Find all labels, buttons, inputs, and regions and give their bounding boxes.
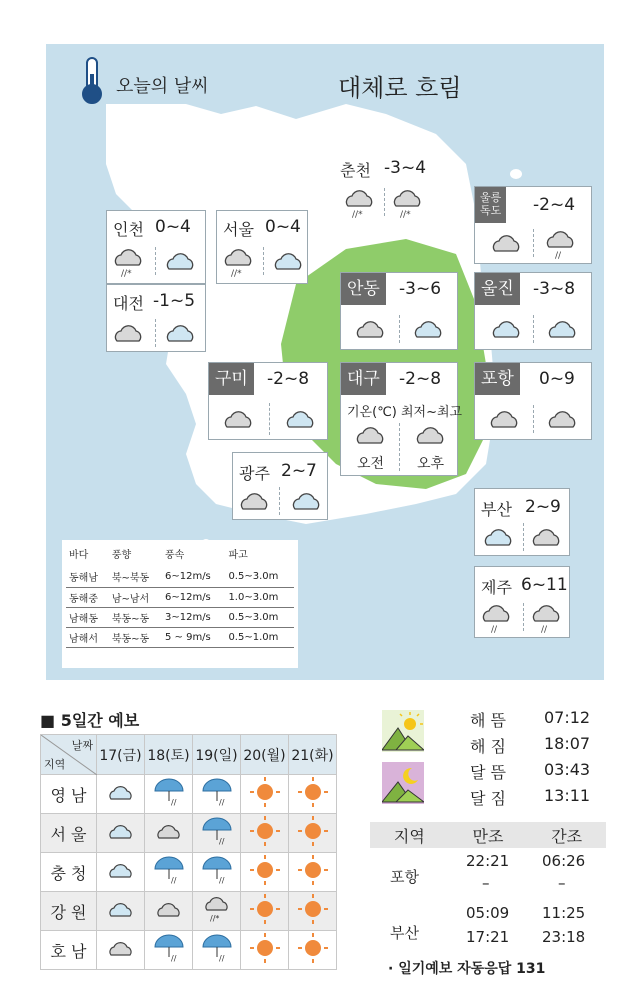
five-day-header-row [41, 735, 337, 775]
sea-cell: 1.0~3.0m [225, 587, 294, 607]
city-tag: 구미 [209, 363, 254, 395]
city-card-gwangju [232, 452, 328, 520]
svg-text://*: //* [352, 210, 363, 218]
am-label: 오전 [357, 456, 385, 472]
sea-header: 바다 [69, 550, 89, 561]
rain-icon [529, 603, 563, 635]
cloud-icon [529, 525, 563, 549]
sea-header: 파고 [228, 550, 248, 561]
cloud-icon [487, 407, 521, 431]
city-name: 인천 [113, 220, 144, 239]
moon-time: 03:43 [544, 760, 591, 779]
region-name: 호 남 [41, 931, 97, 970]
city-card-incheon [106, 210, 206, 284]
city-card-uljin [474, 272, 592, 350]
table-row [66, 567, 294, 587]
thermometer-icon [78, 56, 106, 110]
tide-low: – [558, 874, 566, 892]
partly-cloudy-icon [269, 249, 305, 273]
rain-snow-icon [221, 247, 255, 279]
sun-icon [297, 893, 329, 925]
partly-cloudy-icon [105, 898, 137, 920]
sun-label: 해 짐 [470, 737, 506, 756]
moon-label: 달 짐 [470, 789, 506, 808]
sea-cell: 0.5~3.0m [225, 607, 294, 627]
city-temp: -3~6 [399, 279, 442, 299]
city-temp: 0~4 [265, 217, 301, 237]
sea-header: 풍속 [164, 550, 185, 561]
pm-label: 오후 [417, 456, 445, 472]
rain-icon [201, 933, 233, 963]
sea-cell: 3~12m/s [162, 607, 225, 627]
city-name: 제주 [481, 578, 512, 597]
partly-cloudy-icon [287, 489, 323, 513]
moon-label: 달 뜸 [470, 763, 506, 782]
weather-map [46, 44, 604, 680]
tide-high: – [482, 874, 490, 892]
sea-cell: 북~북동 [109, 567, 162, 587]
city-name: 부산 [481, 500, 512, 519]
city-card-daegu [340, 362, 463, 476]
tide-high: 17:21 [466, 928, 510, 946]
city-temp: 6~11 [521, 575, 568, 595]
day-header: 19(일) [193, 735, 241, 775]
city-tag: 포항 [475, 363, 520, 395]
sun-icon [297, 815, 329, 847]
header-title: 대체로 흐림 [338, 74, 462, 102]
partly-cloudy-icon [105, 820, 137, 842]
cloud-icon [153, 820, 185, 842]
cloud-icon [353, 317, 387, 341]
tide-low: 06:26 [542, 852, 586, 870]
city-temp: 0~4 [155, 217, 191, 237]
sea-cell: 북동~동 [109, 607, 162, 627]
region-name: 서 울 [41, 814, 97, 853]
rain-icon [201, 777, 233, 807]
table-row [41, 931, 337, 970]
city-card-busan [474, 488, 570, 556]
sea-cell: 남해동 [66, 607, 109, 627]
sun-icon [249, 815, 281, 847]
svg-text://*: //* [121, 269, 132, 279]
city-name: 서울 [223, 220, 254, 239]
sea-cell: 6~12m/s [162, 567, 225, 587]
rain-icon [479, 603, 513, 635]
city-name: 대전 [113, 294, 144, 313]
city-temp: -3~4 [384, 158, 427, 178]
cloud-icon [545, 407, 579, 431]
cloud-icon [221, 407, 255, 431]
city-tag: 대구 [341, 363, 386, 395]
cloud-icon [353, 423, 387, 447]
sea-forecast-table [62, 540, 298, 668]
moon-time: 13:11 [544, 786, 591, 805]
city-temp: -1~5 [153, 291, 196, 311]
tide-high: 22:21 [466, 852, 510, 870]
day-header: 21(화) [289, 735, 337, 775]
table-row [41, 814, 337, 853]
svg-text://*: //* [231, 269, 242, 279]
day-header: 20(월) [241, 735, 289, 775]
region-name: 충 청 [41, 853, 97, 892]
tide-header-low: 간조 [551, 826, 583, 846]
table-row [41, 775, 337, 814]
tide-row [370, 902, 606, 956]
city-temp: 2~9 [525, 497, 561, 517]
partly-cloudy-icon [105, 781, 137, 803]
rain-icon [153, 777, 185, 807]
header-subtitle: 오늘의 날씨 [116, 76, 209, 97]
sea-cell: 5 ~ 9m/s [162, 627, 225, 647]
city-temp: -2~8 [267, 369, 310, 389]
city-card-seoul [216, 210, 308, 284]
cloud-icon [105, 937, 137, 959]
svg-text://: // [170, 876, 176, 885]
sea-cell: 0.5~3.0m [225, 567, 294, 587]
corner-cell [41, 735, 97, 775]
rain-snow-icon [342, 188, 376, 218]
ulleung-island [510, 169, 522, 179]
svg-text://: // [218, 954, 224, 963]
sun-icon [297, 854, 329, 886]
tide-region: 포항 [390, 868, 419, 886]
rain-icon [153, 933, 185, 963]
table-row [66, 587, 294, 607]
tide-low: 11:25 [542, 904, 586, 922]
region-name: 영 남 [41, 775, 97, 814]
rain-icon [201, 816, 233, 846]
five-day-title: ■ 5일간 예보 [40, 711, 140, 730]
sun-icon [249, 776, 281, 808]
svg-text://: // [541, 625, 548, 635]
rain-icon [543, 229, 577, 259]
svg-text://: // [218, 798, 224, 807]
partly-cloudy-icon [281, 407, 317, 431]
partly-cloudy-icon [161, 321, 197, 345]
sun-time: 07:12 [544, 708, 591, 727]
rain-icon [153, 855, 185, 885]
legend-label: 기온(℃) 최저~최고 [347, 405, 463, 420]
corner-top: 날짜 [71, 739, 93, 752]
city-card-daejeon [106, 284, 206, 352]
tide-low: 23:18 [542, 928, 586, 946]
sea-cell: 동해중 [66, 587, 109, 607]
sun-icon [249, 932, 281, 964]
city-card-gumi [208, 362, 328, 440]
sea-cell: 동해남 [66, 567, 109, 587]
svg-text://: // [218, 876, 224, 885]
rain-snow-icon [390, 188, 424, 218]
day-header: 17(금) [97, 735, 145, 775]
city-temp: 0~9 [539, 369, 575, 389]
rain-snow-icon [111, 247, 145, 279]
cloud-icon [111, 321, 145, 345]
sea-cell: 남해서 [66, 627, 109, 647]
partly-cloudy-icon [161, 249, 197, 273]
city-tag: 안동 [341, 273, 386, 305]
tide-high: 05:09 [466, 904, 510, 922]
city-tag: 울진 [475, 273, 520, 305]
sea-cell: 6~12m/s [162, 587, 225, 607]
sea-cell: 0.5~1.0m [225, 627, 294, 647]
rain-snow-icon [201, 894, 233, 924]
city-temp: -2~8 [399, 369, 442, 389]
sun-icon [249, 893, 281, 925]
svg-text://: // [555, 251, 562, 259]
city-name: 광주 [239, 464, 270, 483]
sun-time: 18:07 [544, 734, 591, 753]
city-temp: -3~8 [533, 279, 576, 299]
city-card-chuncheon [334, 152, 438, 220]
sea-cell: 북동~동 [109, 627, 162, 647]
svg-text://: // [491, 625, 498, 635]
region-name: 강 원 [41, 892, 97, 931]
svg-text://: // [170, 954, 176, 963]
svg-text://*: //* [400, 210, 411, 218]
sun-icon [297, 776, 329, 808]
city-temp: -2~4 [533, 195, 576, 215]
tide-header-region: 지역 [393, 826, 425, 846]
sea-header: 풍향 [111, 550, 132, 561]
sun-icon [297, 932, 329, 964]
five-day-table [40, 734, 337, 970]
sun-label: 해 뜸 [470, 711, 506, 730]
partly-cloudy-icon [479, 525, 515, 549]
city-temp: 2~7 [281, 461, 317, 481]
partly-cloudy-icon [487, 317, 523, 341]
footer-note: · 일기예보 자동응답 131 [388, 961, 546, 977]
day-header: 18(토) [145, 735, 193, 775]
table-row [41, 892, 337, 931]
city-name: 춘천 [340, 161, 371, 180]
city-card-pohang [474, 362, 592, 440]
sunrise-icon [382, 710, 424, 752]
partly-cloudy-icon [105, 859, 137, 881]
city-card-andong [340, 272, 458, 350]
cloud-icon [489, 231, 523, 255]
city-tag: 울릉 독도 [475, 187, 506, 223]
sun-icon [249, 854, 281, 886]
tide-table [370, 822, 606, 956]
cloud-icon [413, 423, 447, 447]
sea-cell: 남~남서 [109, 587, 162, 607]
svg-text://: // [170, 798, 176, 807]
tide-header-high: 만조 [472, 826, 504, 846]
moonrise-icon [382, 762, 424, 804]
table-row [41, 853, 337, 892]
tide-header [370, 822, 606, 848]
city-card-ulleung [474, 186, 592, 264]
table-row [66, 627, 294, 647]
svg-text://: // [218, 837, 224, 846]
partly-cloudy-icon [409, 317, 445, 341]
tide-region: 부산 [390, 924, 419, 942]
cloud-icon [237, 489, 271, 513]
rain-icon [201, 855, 233, 885]
tide-row [370, 848, 606, 902]
table-row [66, 607, 294, 627]
city-card-jeju [474, 566, 570, 638]
partly-cloudy-icon [543, 317, 579, 341]
corner-bottom: 지역 [44, 758, 66, 771]
cloud-icon [153, 898, 185, 920]
svg-text://*: //* [209, 914, 219, 923]
